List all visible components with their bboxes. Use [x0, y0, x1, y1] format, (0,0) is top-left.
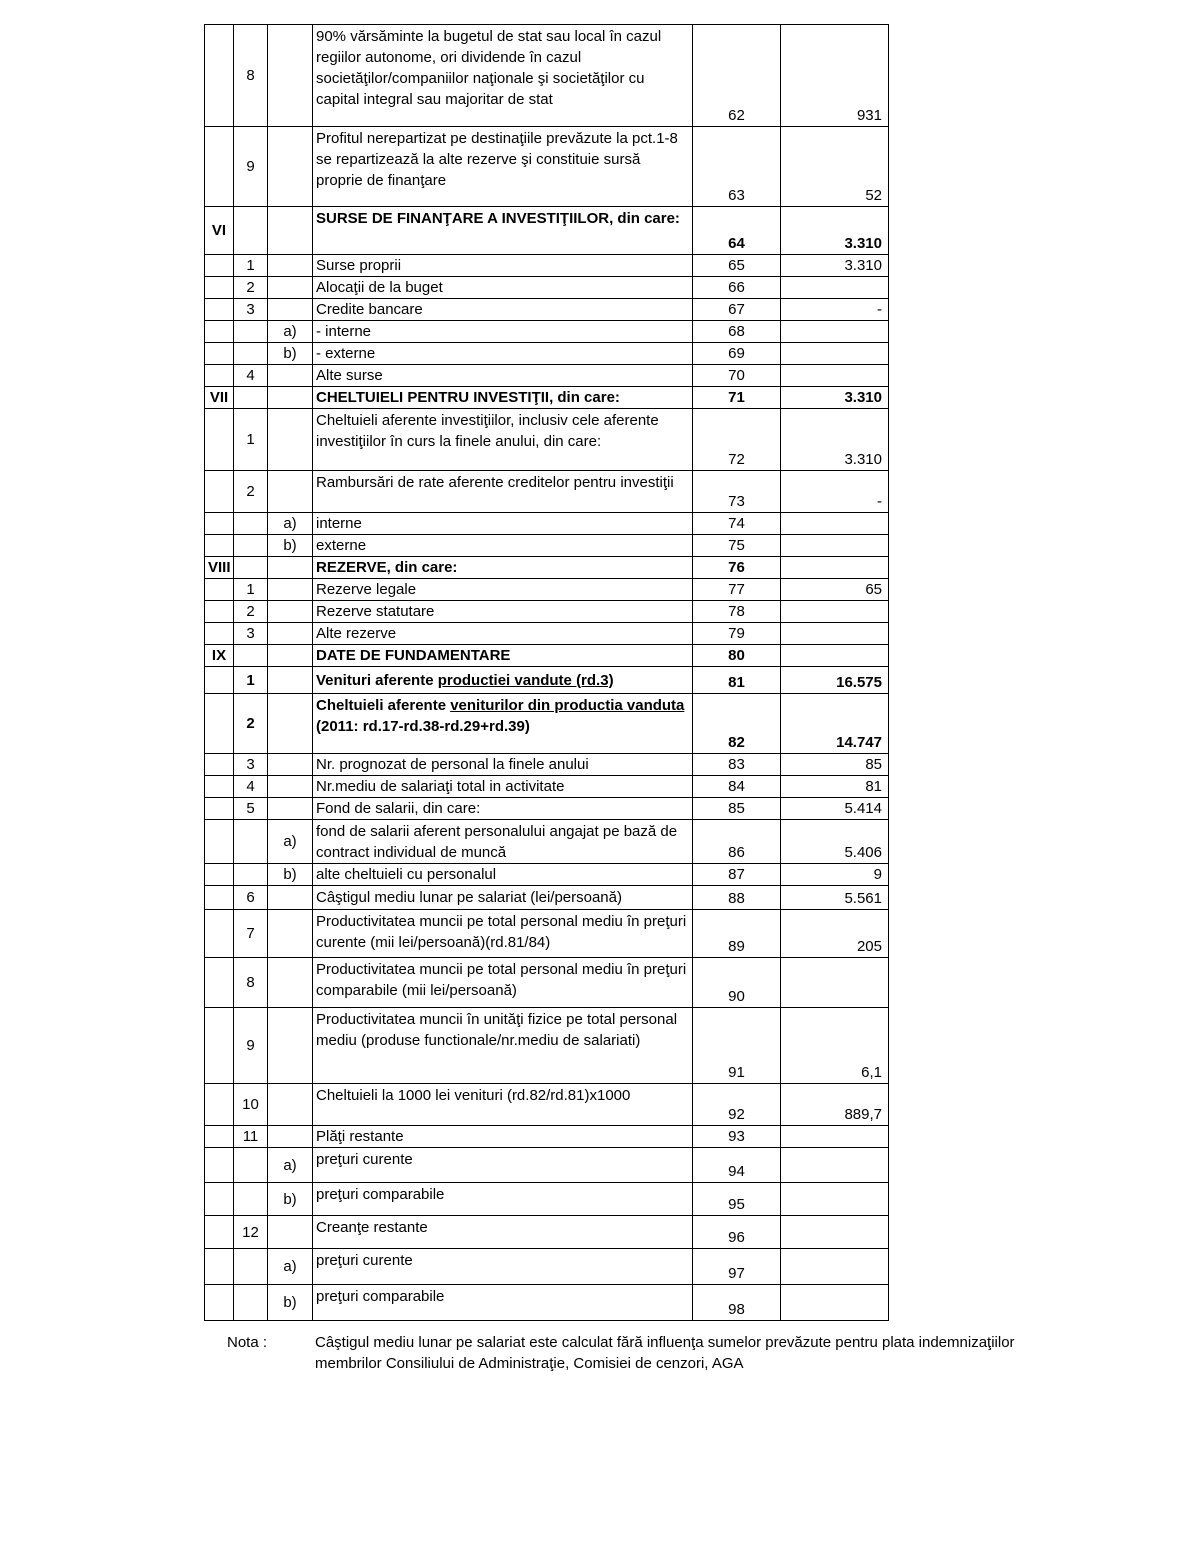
- description-cell: - externe: [313, 343, 693, 365]
- item-number-cell: 2: [234, 471, 268, 513]
- row-code-cell: 63: [693, 127, 781, 207]
- table-row: [205, 601, 889, 623]
- subitem-cell: b): [268, 1285, 313, 1321]
- item-number-cell: [234, 513, 268, 535]
- section-cell: [205, 1126, 234, 1148]
- description-cell: Câştigul mediu lunar pe salariat (lei/persoană): [313, 886, 693, 910]
- subitem-cell: [268, 1126, 313, 1148]
- row-code-cell: 64: [693, 207, 781, 255]
- table-row: [205, 513, 889, 535]
- description-cell: Alocaţii de la buget: [313, 277, 693, 299]
- description-cell: Productivitatea muncii pe total personal mediu în preţuri comparabile (mii lei/persoană): [313, 958, 693, 1008]
- value-cell: [781, 623, 889, 645]
- table-row: [205, 864, 889, 886]
- description-cell: Cheltuieli aferente investiţiilor, inclusiv cele aferente investiţiilor în curs la finele anului, din care:: [313, 409, 693, 471]
- description-cell: Plăţi restante: [313, 1126, 693, 1148]
- table-row: [205, 886, 889, 910]
- item-number-cell: 7: [234, 910, 268, 958]
- subitem-cell: [268, 409, 313, 471]
- value-cell: 889,7: [781, 1084, 889, 1126]
- item-number-cell: 1: [234, 579, 268, 601]
- row-code-cell: 69: [693, 343, 781, 365]
- row-code-cell: 96: [693, 1216, 781, 1249]
- item-number-cell: 1: [234, 255, 268, 277]
- item-number-cell: [234, 557, 268, 579]
- description-cell: Venituri aferente productiei vandute (rd.3): [313, 667, 693, 694]
- row-code-cell: 80: [693, 645, 781, 667]
- section-cell: [205, 255, 234, 277]
- value-cell: 81: [781, 776, 889, 798]
- note-label: Nota :: [227, 1334, 268, 1351]
- section-cell: [205, 667, 234, 694]
- subitem-cell: [268, 667, 313, 694]
- item-number-cell: [234, 1249, 268, 1285]
- table-row: [205, 910, 889, 958]
- table-row: [205, 1216, 889, 1249]
- value-cell: [781, 1126, 889, 1148]
- section-cell: [205, 25, 234, 127]
- row-code-cell: 94: [693, 1148, 781, 1183]
- item-number-cell: [234, 1148, 268, 1183]
- item-number-cell: [234, 864, 268, 886]
- description-cell: externe: [313, 535, 693, 557]
- value-cell: [781, 1148, 889, 1183]
- description-cell: preţuri comparabile: [313, 1285, 693, 1321]
- subitem-cell: [268, 471, 313, 513]
- table-row: [205, 277, 889, 299]
- description-cell: 90% vărsăminte la bugetul de stat sau local în cazul regiilor autonome, ori dividende în cazul societăţilor/companiilor naţionale şi societăţilor cu capital integral sau majoritar de stat: [313, 25, 693, 127]
- value-cell: [781, 1285, 889, 1321]
- subitem-cell: [268, 1216, 313, 1249]
- item-number-cell: 11: [234, 1126, 268, 1148]
- subitem-cell: b): [268, 864, 313, 886]
- section-cell: [205, 471, 234, 513]
- item-number-cell: 4: [234, 776, 268, 798]
- table-row: [205, 645, 889, 667]
- item-number-cell: 2: [234, 277, 268, 299]
- section-cell: [205, 754, 234, 776]
- item-number-cell: [234, 820, 268, 864]
- value-cell: 3.310: [781, 409, 889, 471]
- underlined-text: productiei vandute (rd.3): [437, 671, 614, 689]
- row-code-cell: 83: [693, 754, 781, 776]
- item-number-cell: 2: [234, 694, 268, 754]
- item-number-cell: [234, 1285, 268, 1321]
- subitem-cell: [268, 299, 313, 321]
- value-cell: [781, 343, 889, 365]
- section-cell: [205, 127, 234, 207]
- subitem-cell: a): [268, 321, 313, 343]
- value-cell: -: [781, 471, 889, 513]
- value-cell: [781, 535, 889, 557]
- subitem-cell: [268, 601, 313, 623]
- row-code-cell: 81: [693, 667, 781, 694]
- row-code-cell: 73: [693, 471, 781, 513]
- description-cell: CHELTUIELI PENTRU INVESTIŢII, din care:: [313, 387, 693, 409]
- table-row: [205, 958, 889, 1008]
- section-cell: [205, 409, 234, 471]
- value-cell: [781, 601, 889, 623]
- table-row: [205, 1183, 889, 1216]
- description-cell: Alte surse: [313, 365, 693, 387]
- section-cell: [205, 798, 234, 820]
- section-cell: [205, 513, 234, 535]
- table-row: [205, 127, 889, 207]
- description-cell: Alte rezerve: [313, 623, 693, 645]
- item-number-cell: 8: [234, 25, 268, 127]
- value-cell: 205: [781, 910, 889, 958]
- section-cell: [205, 365, 234, 387]
- subitem-cell: [268, 1008, 313, 1084]
- description-cell: Rezerve statutare: [313, 601, 693, 623]
- table-row: [205, 694, 889, 754]
- subitem-cell: a): [268, 820, 313, 864]
- row-code-cell: 68: [693, 321, 781, 343]
- description-cell: Profitul nerepartizat pe destinaţiile prevăzute la pct.1-8 se repartizează la alte rezerve şi constituie sursă proprie de finanţare: [313, 127, 693, 207]
- subitem-cell: [268, 754, 313, 776]
- row-code-cell: 62: [693, 25, 781, 127]
- value-cell: [781, 321, 889, 343]
- subitem-cell: [268, 365, 313, 387]
- subitem-cell: [268, 277, 313, 299]
- subitem-cell: [268, 387, 313, 409]
- value-cell: [781, 1216, 889, 1249]
- section-cell: IX: [205, 645, 234, 667]
- value-cell: 5.561: [781, 886, 889, 910]
- table-row: [205, 1008, 889, 1084]
- section-cell: VIII: [205, 557, 234, 579]
- table-row: [205, 623, 889, 645]
- section-cell: [205, 1216, 234, 1249]
- value-cell: -: [781, 299, 889, 321]
- section-cell: [205, 910, 234, 958]
- item-number-cell: 9: [234, 127, 268, 207]
- item-number-cell: [234, 645, 268, 667]
- section-cell: [205, 1285, 234, 1321]
- table-row: [205, 1148, 889, 1183]
- description-cell: preţuri comparabile: [313, 1183, 693, 1216]
- value-cell: [781, 557, 889, 579]
- subitem-cell: [268, 557, 313, 579]
- item-number-cell: [234, 1183, 268, 1216]
- description-cell: Productivitatea muncii în unităţi fizice pe total personal mediu (produse functionale/nr.mediu de salariati): [313, 1008, 693, 1084]
- section-cell: [205, 623, 234, 645]
- section-cell: [205, 1148, 234, 1183]
- row-code-cell: 79: [693, 623, 781, 645]
- value-cell: [781, 513, 889, 535]
- item-number-cell: 8: [234, 958, 268, 1008]
- subitem-cell: [268, 776, 313, 798]
- section-cell: [205, 343, 234, 365]
- item-number-cell: 2: [234, 601, 268, 623]
- description-cell: - interne: [313, 321, 693, 343]
- description-cell: Productivitatea muncii pe total personal mediu în preţuri curente (mii lei/persoană)(rd.81/84): [313, 910, 693, 958]
- table-row: [205, 299, 889, 321]
- value-cell: 14.747: [781, 694, 889, 754]
- subitem-cell: [268, 25, 313, 127]
- subitem-cell: [268, 207, 313, 255]
- row-code-cell: 89: [693, 910, 781, 958]
- description-cell: Nr.mediu de salariaţi total in activitate: [313, 776, 693, 798]
- description-cell: Rambursări de rate aferente creditelor pentru investiţii: [313, 471, 693, 513]
- description-cell: Nr. prognozat de personal la finele anului: [313, 754, 693, 776]
- subitem-cell: [268, 886, 313, 910]
- subitem-cell: [268, 958, 313, 1008]
- item-number-cell: 6: [234, 886, 268, 910]
- section-cell: [205, 321, 234, 343]
- value-cell: 3.310: [781, 387, 889, 409]
- subitem-cell: [268, 579, 313, 601]
- description-cell: interne: [313, 513, 693, 535]
- item-number-cell: [234, 343, 268, 365]
- row-code-cell: 97: [693, 1249, 781, 1285]
- row-code-cell: 74: [693, 513, 781, 535]
- underlined-text: veniturilor din productia vanduta: [450, 697, 685, 714]
- table-row: [205, 343, 889, 365]
- table-row: [205, 321, 889, 343]
- value-cell: 9: [781, 864, 889, 886]
- item-number-cell: 3: [234, 623, 268, 645]
- section-cell: [205, 820, 234, 864]
- table-row: [205, 255, 889, 277]
- subitem-cell: [268, 1084, 313, 1126]
- subitem-cell: [268, 623, 313, 645]
- budget-table: [204, 24, 889, 1321]
- section-cell: [205, 776, 234, 798]
- description-cell: preţuri curente: [313, 1249, 693, 1285]
- row-code-cell: 71: [693, 387, 781, 409]
- section-cell: [205, 535, 234, 557]
- section-cell: VII: [205, 387, 234, 409]
- item-number-cell: 1: [234, 667, 268, 694]
- subitem-cell: [268, 127, 313, 207]
- value-cell: [781, 365, 889, 387]
- value-cell: 85: [781, 754, 889, 776]
- item-number-cell: 5: [234, 798, 268, 820]
- row-code-cell: 76: [693, 557, 781, 579]
- subitem-cell: a): [268, 1148, 313, 1183]
- table-row: [205, 535, 889, 557]
- item-number-cell: 12: [234, 1216, 268, 1249]
- description-cell: SURSE DE FINANŢARE A INVESTIŢIILOR, din care:: [313, 207, 693, 255]
- section-cell: [205, 864, 234, 886]
- value-cell: 52: [781, 127, 889, 207]
- table-row: [205, 1285, 889, 1321]
- item-number-cell: 3: [234, 299, 268, 321]
- row-code-cell: 72: [693, 409, 781, 471]
- table-row: [205, 1126, 889, 1148]
- table-row: [205, 1249, 889, 1285]
- description-cell: Fond de salarii, din care:: [313, 798, 693, 820]
- section-cell: [205, 1084, 234, 1126]
- value-cell: 5.414: [781, 798, 889, 820]
- item-number-cell: 4: [234, 365, 268, 387]
- table-row: [205, 1084, 889, 1126]
- value-cell: [781, 1183, 889, 1216]
- row-code-cell: 78: [693, 601, 781, 623]
- description-cell: REZERVE, din care:: [313, 557, 693, 579]
- subitem-cell: [268, 910, 313, 958]
- description-cell: fond de salarii aferent personalului angajat pe bază de contract individual de muncă: [313, 820, 693, 864]
- row-code-cell: 77: [693, 579, 781, 601]
- section-cell: VI: [205, 207, 234, 255]
- subitem-cell: a): [268, 1249, 313, 1285]
- row-code-cell: 92: [693, 1084, 781, 1126]
- description-cell: Credite bancare: [313, 299, 693, 321]
- subitem-cell: [268, 645, 313, 667]
- section-cell: [205, 958, 234, 1008]
- table-row: [205, 365, 889, 387]
- value-cell: [781, 277, 889, 299]
- row-code-cell: 90: [693, 958, 781, 1008]
- value-cell: [781, 1249, 889, 1285]
- subitem-cell: [268, 694, 313, 754]
- section-cell: [205, 886, 234, 910]
- description-cell: Cheltuieli aferente veniturilor din productia vanduta (2011: rd.17-rd.38-rd.29+rd.39): [313, 694, 693, 754]
- value-cell: 5.406: [781, 820, 889, 864]
- table-row: [205, 776, 889, 798]
- subitem-cell: a): [268, 513, 313, 535]
- row-code-cell: 85: [693, 798, 781, 820]
- item-number-cell: [234, 207, 268, 255]
- item-number-cell: 9: [234, 1008, 268, 1084]
- item-number-cell: 3: [234, 754, 268, 776]
- table-row: [205, 798, 889, 820]
- table-row: [205, 471, 889, 513]
- row-code-cell: 66: [693, 277, 781, 299]
- table-row: [205, 207, 889, 255]
- subitem-cell: [268, 255, 313, 277]
- row-code-cell: 93: [693, 1126, 781, 1148]
- item-number-cell: 10: [234, 1084, 268, 1126]
- description-cell: Cheltuieli la 1000 lei venituri (rd.82/rd.81)x1000: [313, 1084, 693, 1126]
- item-number-cell: 1: [234, 409, 268, 471]
- row-code-cell: 70: [693, 365, 781, 387]
- subitem-cell: b): [268, 343, 313, 365]
- row-code-cell: 91: [693, 1008, 781, 1084]
- row-code-cell: 75: [693, 535, 781, 557]
- value-cell: [781, 958, 889, 1008]
- row-code-cell: 86: [693, 820, 781, 864]
- section-cell: [205, 277, 234, 299]
- note-text: Câştigul mediu lunar pe salariat este calculat fără influenţa sumelor prevăzute pentru plata indemnizaţiilor membrilor Consiliului de Administraţie, Comisiei de cenzori, AGA: [315, 1334, 1015, 1372]
- row-code-cell: 87: [693, 864, 781, 886]
- description-cell: DATE DE FUNDAMENTARE: [313, 645, 693, 667]
- table-row: [205, 25, 889, 127]
- subitem-cell: b): [268, 535, 313, 557]
- row-code-cell: 65: [693, 255, 781, 277]
- value-cell: 931: [781, 25, 889, 127]
- value-cell: 16.575: [781, 667, 889, 694]
- item-number-cell: [234, 535, 268, 557]
- table-row: [205, 579, 889, 601]
- description-cell: alte cheltuieli cu personalul: [313, 864, 693, 886]
- subitem-cell: [268, 798, 313, 820]
- value-cell: [781, 645, 889, 667]
- table-row: [205, 820, 889, 864]
- table-row: [205, 667, 889, 694]
- row-code-cell: 88: [693, 886, 781, 910]
- row-code-cell: 67: [693, 299, 781, 321]
- value-cell: 6,1: [781, 1008, 889, 1084]
- value-cell: 3.310: [781, 255, 889, 277]
- value-cell: 3.310: [781, 207, 889, 255]
- table-row: [205, 387, 889, 409]
- row-code-cell: 82: [693, 694, 781, 754]
- item-number-cell: [234, 321, 268, 343]
- description-cell: Surse proprii: [313, 255, 693, 277]
- table-row: [205, 754, 889, 776]
- subitem-cell: b): [268, 1183, 313, 1216]
- description-cell: Rezerve legale: [313, 579, 693, 601]
- row-code-cell: 84: [693, 776, 781, 798]
- section-cell: [205, 1249, 234, 1285]
- section-cell: [205, 694, 234, 754]
- item-number-cell: [234, 387, 268, 409]
- row-code-cell: 98: [693, 1285, 781, 1321]
- table-row: [205, 557, 889, 579]
- table-row: [205, 409, 889, 471]
- section-cell: [205, 1008, 234, 1084]
- description-cell: preţuri curente: [313, 1148, 693, 1183]
- section-cell: [205, 579, 234, 601]
- value-cell: 65: [781, 579, 889, 601]
- row-code-cell: 95: [693, 1183, 781, 1216]
- description-cell: Creanţe restante: [313, 1216, 693, 1249]
- section-cell: [205, 299, 234, 321]
- section-cell: [205, 1183, 234, 1216]
- section-cell: [205, 601, 234, 623]
- table-body: [205, 25, 889, 1321]
